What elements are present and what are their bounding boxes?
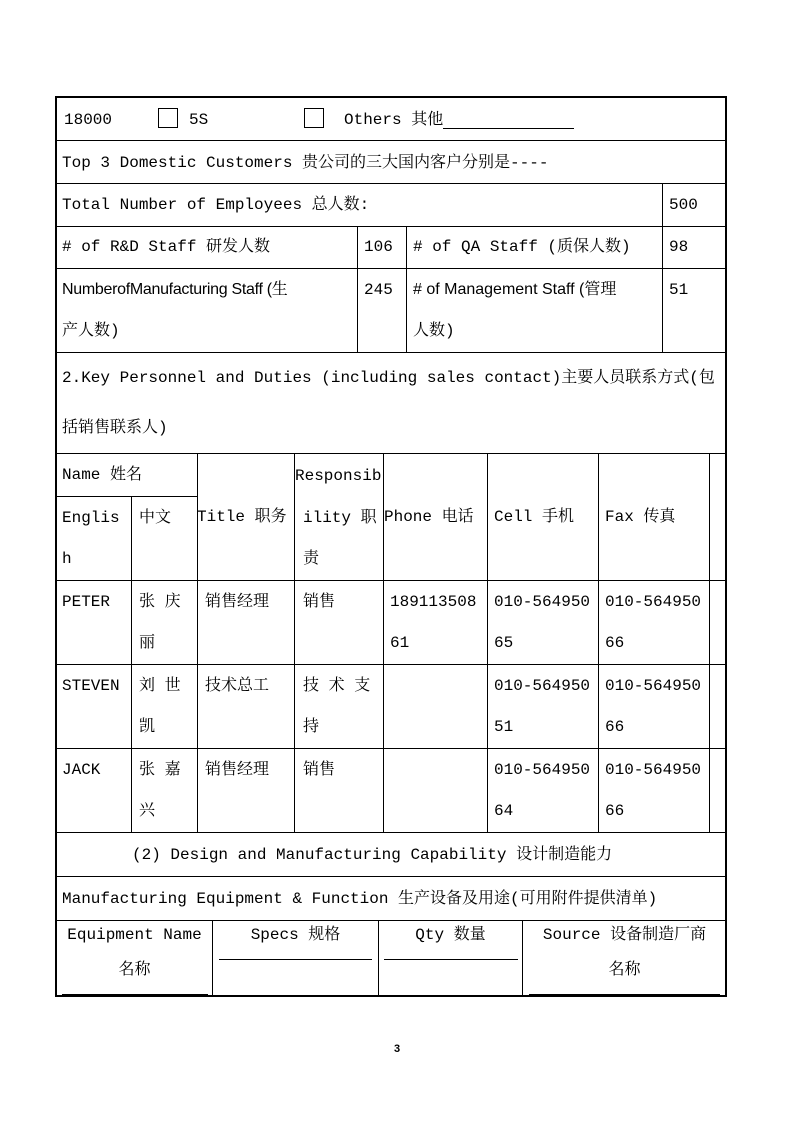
person-english-name: PETER <box>62 593 111 611</box>
key-personnel-heading-cont: 括销售联系人) <box>62 419 168 437</box>
specs-header: Specs 规格 <box>250 926 341 944</box>
row-divider <box>56 140 726 141</box>
col-divider <box>487 453 488 832</box>
person-fax-cont: 66 <box>605 718 625 736</box>
person-responsibility-cont: 持 <box>303 718 320 736</box>
row-divider <box>56 352 726 353</box>
col-divider <box>406 226 407 352</box>
equipment-name-blank[interactable] <box>62 994 208 995</box>
row-divider <box>56 226 726 227</box>
person-cell-cont: 65 <box>494 634 514 652</box>
row-divider <box>56 664 726 665</box>
person-title: 销售经理 <box>205 761 270 779</box>
person-chinese-name-cont: 兴 <box>139 802 156 820</box>
col-divider <box>131 496 132 832</box>
chinese-header: 中文 <box>139 509 172 527</box>
row-divider <box>56 920 726 921</box>
mfg-staff-value: 245 <box>364 281 393 299</box>
person-chinese-name: 张 嘉 <box>139 761 181 779</box>
source-blank[interactable] <box>529 994 720 995</box>
top-customers-label: Top 3 Domestic Customers 贵公司的三大国内客户分别是---- <box>62 154 549 172</box>
person-title: 销售经理 <box>205 593 270 611</box>
name-header: Name 姓名 <box>62 466 143 484</box>
mgmt-staff-label-cont: 人数) <box>413 322 455 340</box>
total-employees-value: 500 <box>669 196 698 214</box>
person-cell: 010-564950 <box>494 677 591 695</box>
col-divider <box>357 226 358 352</box>
row-divider <box>56 748 726 749</box>
person-fax: 010-564950 <box>605 677 702 695</box>
rd-staff-label: # of R&D Staff 研发人数 <box>62 238 271 256</box>
person-cell-cont: 64 <box>494 802 514 820</box>
person-fax-cont: 66 <box>605 634 625 652</box>
col-divider <box>598 453 599 832</box>
phone-header: Phone 电话 <box>384 508 474 526</box>
person-phone-cont: 61 <box>390 634 410 652</box>
row-divider <box>56 876 726 877</box>
equipment-name-header-cont: 名称 <box>118 961 151 979</box>
rd-staff-value: 106 <box>364 238 393 256</box>
source-header: Source 设备制造厂商 <box>542 926 707 944</box>
col-divider <box>294 453 295 832</box>
cell-header: Cell 手机 <box>494 508 575 526</box>
responsibility-header-cont2: 责 <box>303 550 320 568</box>
key-personnel-heading: 2.Key Personnel and Duties (including sales contact)主要人员联系方式(包 <box>62 369 715 387</box>
english-header: Englis <box>62 509 120 527</box>
specs-blank[interactable] <box>219 959 372 960</box>
row-divider <box>56 580 726 581</box>
responsibility-header-cont: ility 职 <box>303 509 377 527</box>
qa-staff-value: 98 <box>669 238 689 256</box>
person-cell: 010-564950 <box>494 593 591 611</box>
english-header-cont: h <box>62 550 72 568</box>
col-divider <box>709 453 710 832</box>
equipment-name-header: Equipment Name <box>67 926 202 944</box>
person-chinese-name-cont: 丽 <box>139 634 156 652</box>
col-divider <box>662 183 663 352</box>
person-title: 技术总工 <box>205 677 270 695</box>
others-checkbox[interactable] <box>304 108 324 128</box>
person-cell-cont: 51 <box>494 718 514 736</box>
person-responsibility: 销售 <box>303 761 336 779</box>
person-english-name: JACK <box>62 761 101 779</box>
mgmt-staff-label: # of Management Staff (管理 <box>413 281 617 298</box>
person-fax: 010-564950 <box>605 593 702 611</box>
row-divider <box>56 268 726 269</box>
row-divider <box>56 832 726 833</box>
capacity-value: 18000 <box>64 111 113 129</box>
person-fax-cont: 66 <box>605 802 625 820</box>
page-number: 3 <box>393 1043 401 1055</box>
5s-label: 5S <box>189 111 209 129</box>
row-divider <box>56 453 726 454</box>
person-chinese-name: 刘 世 <box>139 677 181 695</box>
qa-staff-label: # of QA Staff (质保人数) <box>413 238 631 256</box>
person-responsibility: 技 术 支 <box>303 677 371 695</box>
person-english-name: STEVEN <box>62 677 120 695</box>
mfg-staff-label: NumberofManufacturing Staff (生 <box>62 281 288 298</box>
others-blank[interactable] <box>443 128 574 129</box>
title-header: Title 职务 <box>197 508 287 526</box>
person-chinese-name: 张 庆 <box>139 593 181 611</box>
mgmt-staff-value: 51 <box>669 281 689 299</box>
person-fax: 010-564950 <box>605 761 702 779</box>
row-divider <box>56 496 197 497</box>
qty-header: Qty 数量 <box>415 926 486 944</box>
responsibility-header: Responsib <box>295 467 382 485</box>
total-employees-label: Total Number of Employees 总人数: <box>62 196 370 214</box>
equipment-heading: Manufacturing Equipment & Function 生产设备及用途(可用附件提供清单) <box>62 890 658 908</box>
others-label: Others 其他 <box>344 111 444 129</box>
person-cell: 010-564950 <box>494 761 591 779</box>
person-chinese-name-cont: 凯 <box>139 718 156 736</box>
design-heading: (2) Design and Manufacturing Capability 设计制造能力 <box>132 846 613 864</box>
source-header-cont: 名称 <box>608 961 641 979</box>
qty-blank[interactable] <box>384 959 518 960</box>
5s-checkbox[interactable] <box>158 108 178 128</box>
person-responsibility: 销售 <box>303 593 336 611</box>
person-phone: 189113508 <box>390 593 477 611</box>
row-divider <box>56 183 726 184</box>
fax-header: Fax 传真 <box>605 508 676 526</box>
mfg-staff-label-cont: 产人数) <box>62 322 120 340</box>
